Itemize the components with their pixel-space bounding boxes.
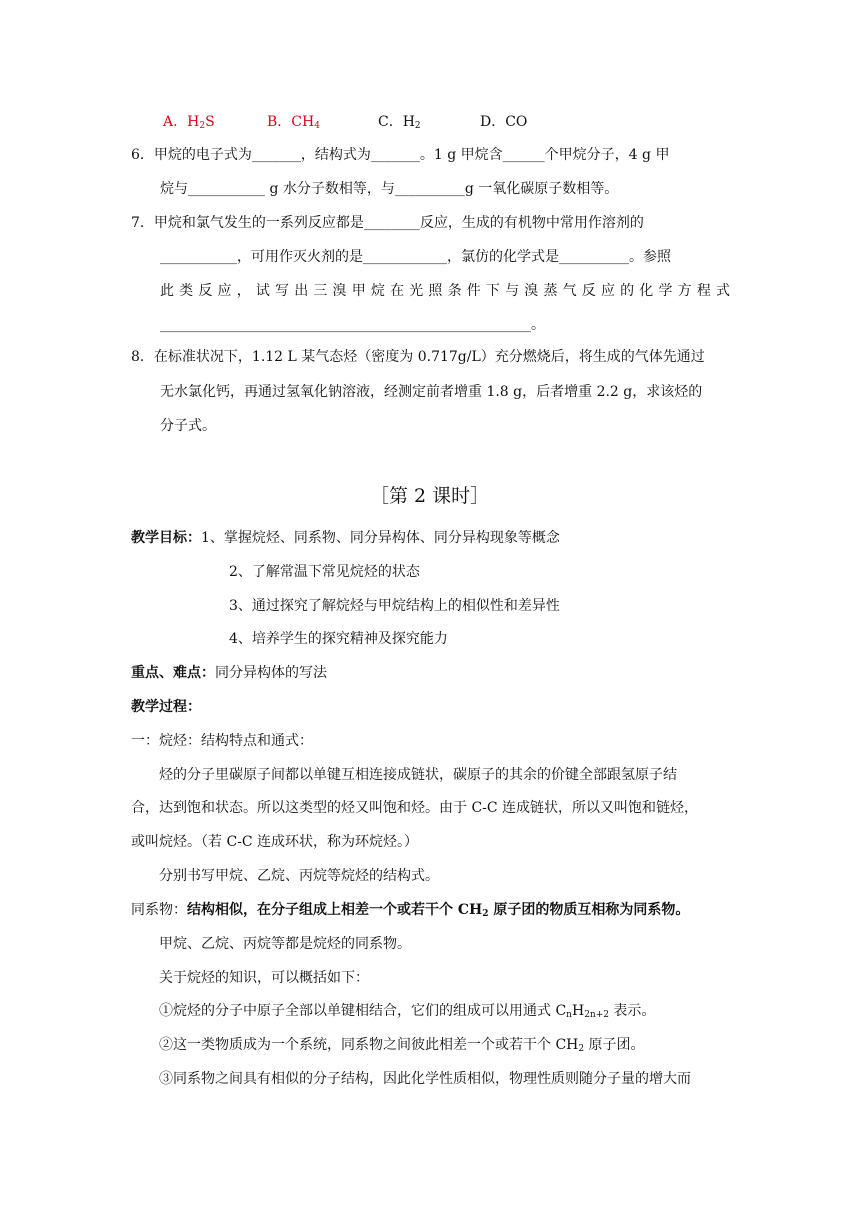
question-7-line-3-char: 件 bbox=[466, 283, 481, 299]
question-7-line-3-char: 式 bbox=[715, 283, 730, 299]
option-a: A．$H_2S$ bbox=[163, 114, 215, 131]
process-label: 教学过程： bbox=[131, 699, 201, 715]
question-6-line-2: 烷与___________ g 水分子数相等，与__________g 一氧化碳原子数相等。 bbox=[160, 181, 619, 197]
question-7-line-3-char: 蒸 bbox=[543, 283, 558, 299]
question-7-line-3 bbox=[160, 281, 730, 301]
keypoints-label: 重点、难点： bbox=[131, 665, 215, 681]
question-7-line-1: 7．甲烷和氯气发生的一系列反应都是________反应，生成的有机物中常用作溶剂的 bbox=[131, 215, 644, 231]
question-7-line-3-char: 程 bbox=[696, 283, 711, 299]
question-7-line-3-char: 化 bbox=[639, 283, 654, 299]
question-7-line-4: _____________________________________________________。 bbox=[160, 317, 545, 333]
question-7-line-3-char: 的 bbox=[620, 283, 635, 299]
paragraph-3: 甲烷、乙烷、丙烷等都是烷烃的同系物。 bbox=[159, 936, 411, 952]
paragraph-2: 分别书写甲烷、乙烷、丙烷等烷烃的结构式。 bbox=[159, 868, 439, 884]
question-7-line-3-char: 溴 bbox=[524, 283, 539, 299]
teaching-goals bbox=[131, 528, 560, 548]
point-2: ②这一类物质成为一个系统，同系物之间彼此相差一个或若干个 $CH_2$ 原子团。 bbox=[159, 1037, 645, 1054]
question-7-line-3-char: 与 bbox=[505, 283, 520, 299]
question-7-line-3-char: 气 bbox=[562, 283, 577, 299]
question-6-line-1: 6．甲烷的电子式为_______，结构式为_______。1 g 甲烷含______个甲烷分子，4 g 甲 bbox=[131, 147, 670, 163]
homolog-text: 结构相似，在分子组成上相差一个或若干个 $CH_2$ 原子团的物质互相称为同系物。 bbox=[187, 902, 690, 919]
question-7-line-3-char: 反 bbox=[198, 283, 213, 299]
question-7-line-3-char: 出 bbox=[294, 283, 309, 299]
question-7-line-3-char: 条 bbox=[447, 283, 462, 299]
paragraph-1-line-1: 烃的分子里碳原子间都以单键互相连接成链状，碳原子的其余的价键全部跟氢原子结 bbox=[159, 767, 677, 783]
question-7-line-3-char: 光 bbox=[409, 283, 424, 299]
point-1: ①烷烃的分子中原子全部以单键相结合，它们的组成可以用通式 $C_nH_{2n+2}$ 表示。 bbox=[159, 1003, 656, 1020]
goal-item-4: 4、培养学生的探究精神及探究能力 bbox=[229, 631, 448, 647]
key-points bbox=[131, 663, 327, 683]
question-7-line-3-char: 应 bbox=[600, 283, 615, 299]
question-7-line-3-char: 溴 bbox=[332, 283, 347, 299]
section-title: ［第 2 课时］ bbox=[370, 485, 490, 507]
question-7-line-3-char: 学 bbox=[658, 283, 673, 299]
question-8-line-3: 分子式。 bbox=[160, 418, 216, 434]
homolog-definition bbox=[131, 900, 689, 920]
question-7-line-3-char: 方 bbox=[677, 283, 692, 299]
goals-label: 教学目标： bbox=[131, 530, 201, 546]
question-7-line-3-char: ， bbox=[236, 283, 251, 299]
paragraph-1-line-3: 或叫烷烃。（若 C-C 连成环状，称为环烷烃。） bbox=[131, 834, 419, 850]
question-8-line-1: 8．在标准状况下，1.12 L 某气态烃（密度为 0.717g/L）充分燃烧后，将生成的气体先通过 bbox=[131, 349, 705, 365]
question-7-line-3-char: 应 bbox=[217, 283, 232, 299]
question-7-line-2: ___________，可用作灭火剂的是____________，氯仿的化学式是__________。参照 bbox=[160, 249, 671, 265]
paragraph-1-line-2: 合，达到饱和状态。所以这类型的烃又叫饱和烃。由于 C-C 连成链状，所以又叫饱和链烃， bbox=[131, 800, 699, 816]
keypoints-text: 同分异构体的写法 bbox=[215, 665, 327, 681]
question-7-line-3-char: 类 bbox=[179, 283, 194, 299]
question-7-line-3-char: 下 bbox=[485, 283, 500, 299]
question-7-line-3-char: 写 bbox=[275, 283, 290, 299]
option-b: B．$CH_4$ bbox=[267, 114, 320, 131]
answer-options bbox=[163, 112, 527, 132]
question-7-line-3-char: 试 bbox=[255, 283, 270, 299]
heading-alkanes: 一：烷烃：结构特点和通式： bbox=[131, 733, 313, 749]
question-7-line-3-char: 此 bbox=[160, 283, 174, 299]
homolog-label: 同系物： bbox=[131, 902, 187, 918]
option-d: D．CO bbox=[480, 114, 528, 130]
question-7-line-3-char: 照 bbox=[428, 283, 443, 299]
goal-item-1: 1、掌握烷烃、同系物、同分异构体、同分异构现象等概念 bbox=[201, 530, 560, 546]
goal-item-3: 3、通过探究了解烷烃与甲烷结构上的相似性和差异性 bbox=[229, 598, 560, 614]
paragraph-4: 关于烷烃的知识，可以概括如下： bbox=[159, 970, 369, 986]
goal-item-2: 2、了解常温下常见烷烃的状态 bbox=[229, 564, 420, 580]
question-7-line-3-char: 在 bbox=[390, 283, 405, 299]
option-c: C．$H_2$ bbox=[378, 114, 421, 131]
question-7-line-3-char: 三 bbox=[313, 283, 328, 299]
point-3: ③同系物之间具有相似的分子结构，因此化学性质相似，物理性质则随分子量的增大而 bbox=[159, 1071, 691, 1087]
question-7-line-3-char: 反 bbox=[581, 283, 596, 299]
question-7-line-3-char: 烷 bbox=[370, 283, 385, 299]
question-8-line-2: 无水氯化钙，再通过氢氧化钠溶液，经测定前者增重 1.8 g，后者增重 2.2 g，求该烃的 bbox=[160, 384, 703, 400]
question-7-line-3-char: 甲 bbox=[351, 283, 366, 299]
